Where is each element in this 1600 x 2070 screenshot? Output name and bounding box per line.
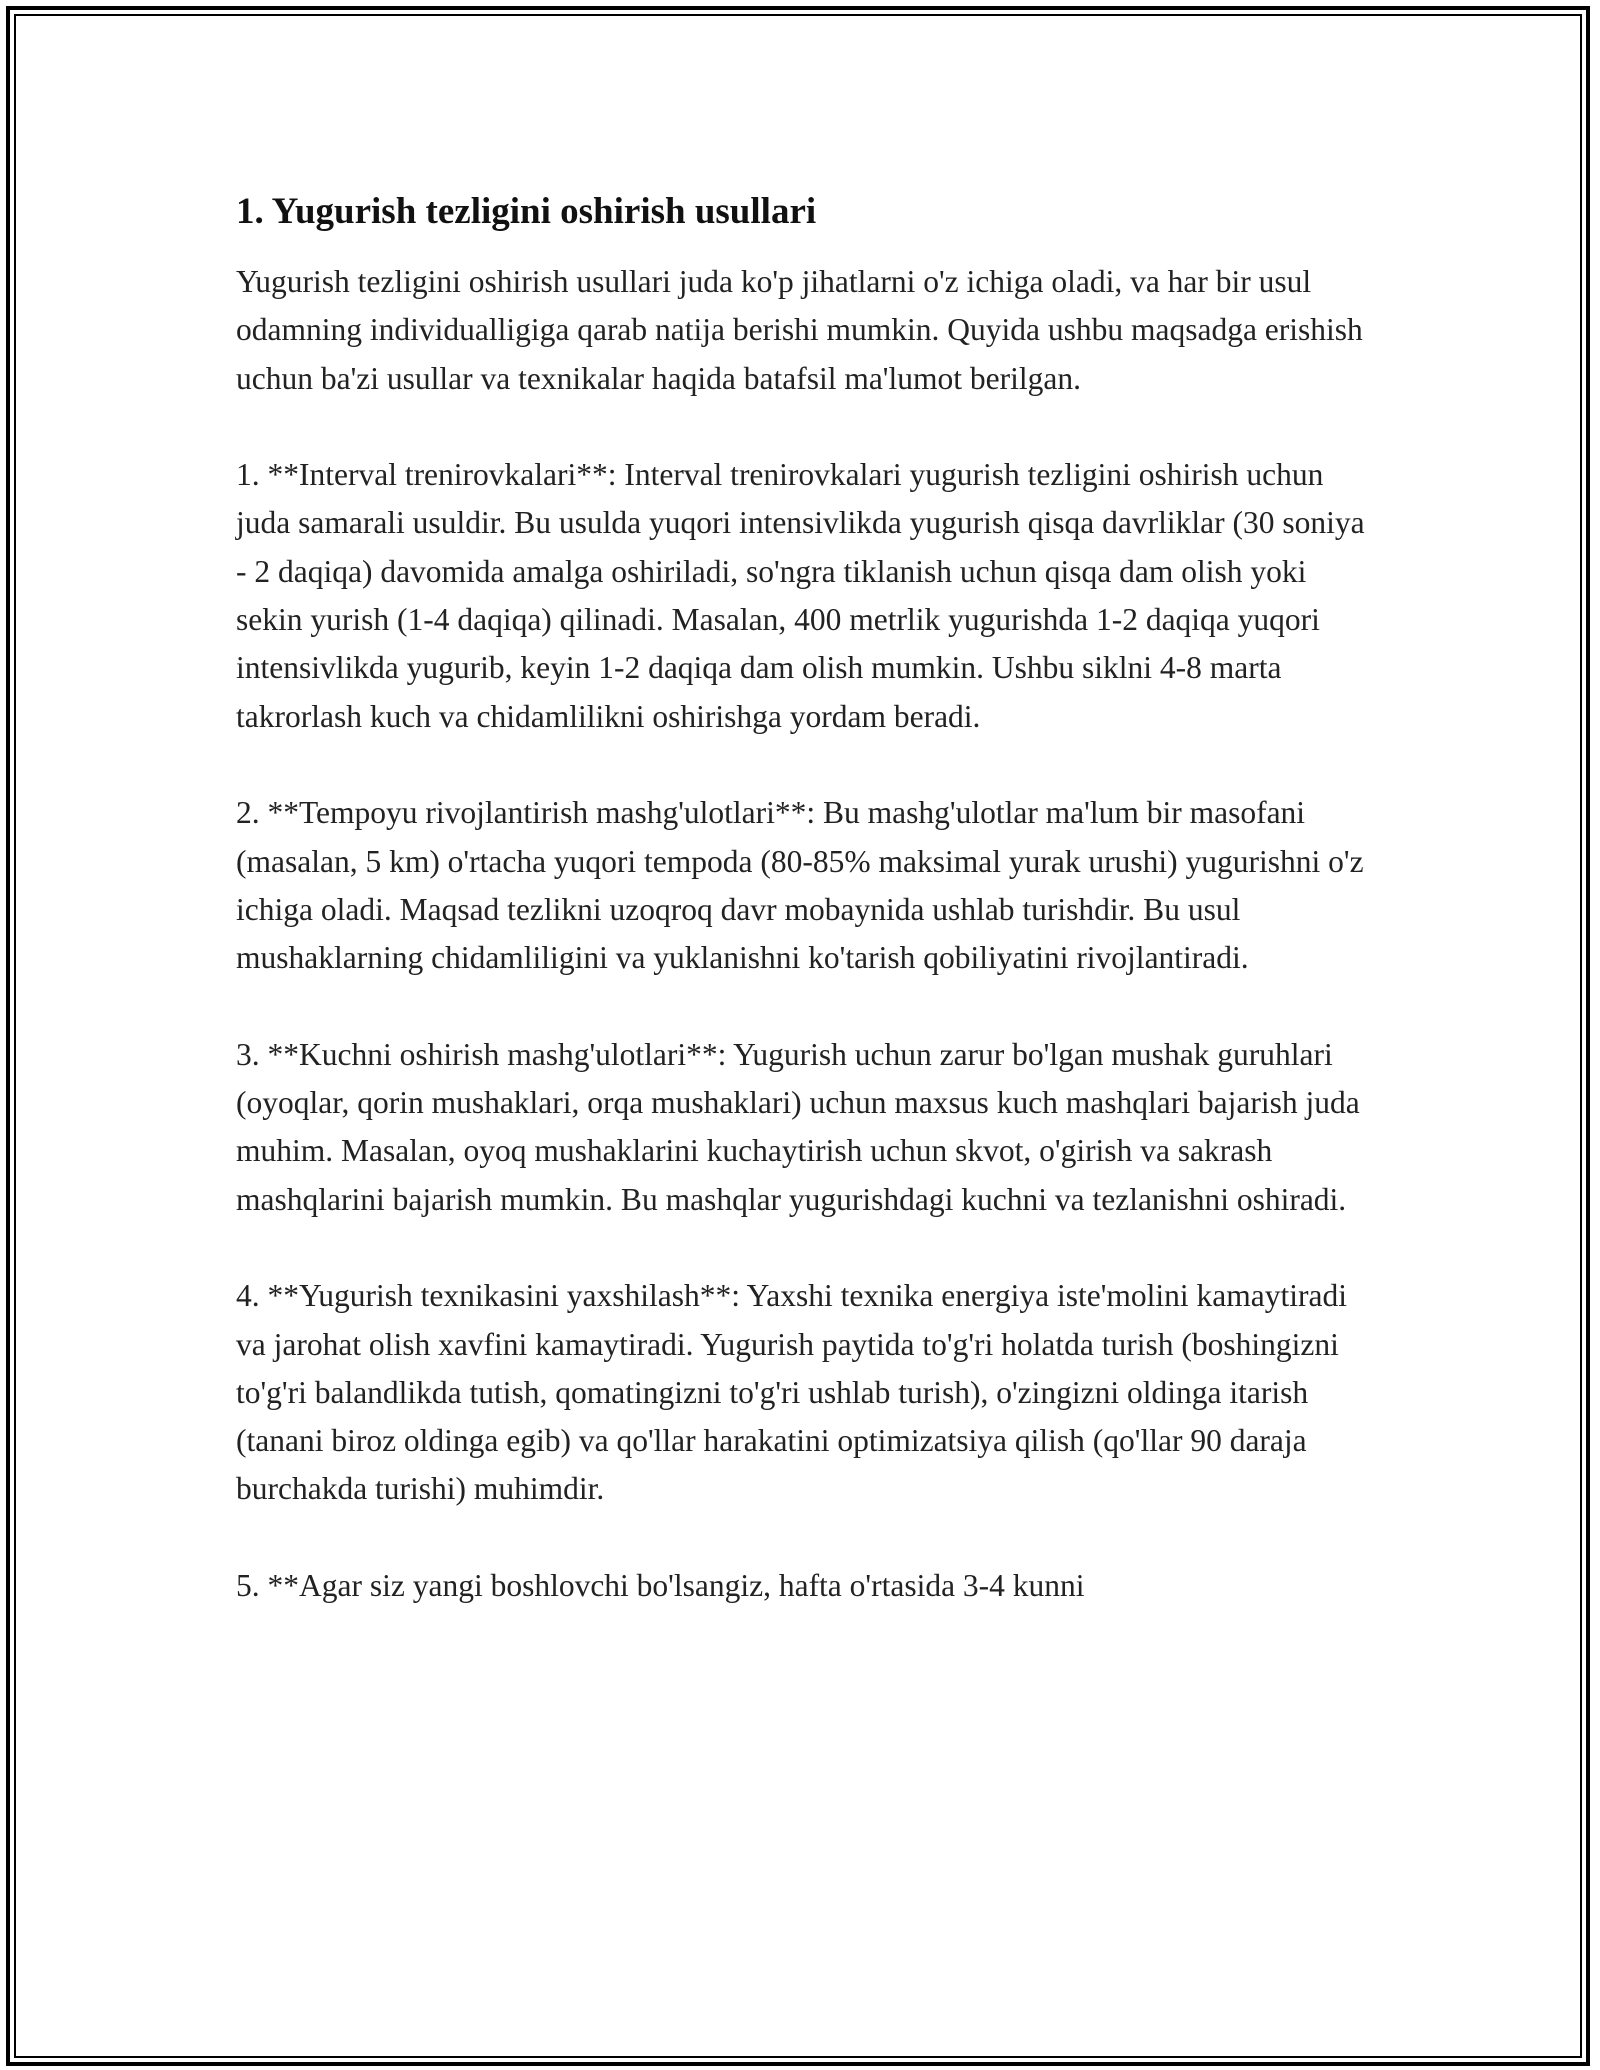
intro-paragraph: Yugurish tezligini oshirish usullari juda ko'p jihatlarni o'z ichiga oladi, va har bir usul odamning individualligiga qarab natija berishi mumkin. Quyida ushbu maqsadga erishish uchun ba'zi usullar va texnikalar haqida batafsil ma'lumot berilgan. [236, 264, 1363, 396]
paragraph-running-technique: 4. **Yugurish texnikasini yaxshilash**: Yaxshi texnika energiya iste'molini kamaytiradi va jarohat olish xavfini kamaytiradi. Yugurish paytida to'g'ri holatda turish (boshingizni to'g'ri balandlikda tutish, qomatingizni to'g'ri ushlab turish), o'zingizni oldinga itarish (tanani biroz oldinga egib) va qo'llar harakatini optimizatsiya qilish (qo'llar 90 daraja burchakda turishi) muhimdir. [236, 1278, 1347, 1507]
paragraph-strength-training: 3. **Kuchni oshirish mashg'ulotlari**: Yugurish uchun zarur bo'lgan mushak guruhlari (oyoqlar, qorin mushaklari, orqa mushaklari) uchun maxsus kuch mashqlari bajarish juda muhim. Masalan, oyoq mushaklarini kuchaytirish uchun skvot, o'girish va sakrash mashqlarini bajarish mumkin. Bu mashqlar yugurishdagi kuchni va tezlanishni oshiradi. [236, 1036, 1360, 1217]
paragraph-interval-training: 1. **Interval trenirovkalari**: Interval trenirovkalari yugurish tezligini oshirish uchun juda samarali usuldir. Bu usulda yuqori intensivlikda yugurish qisqa davrliklar (30 soniya - 2 daqiqa) davomida amalga oshiriladi, so'ngra tiklanish uchun qisqa dam olish yoki sekin yurish (1-4 daqiqa) qilinadi. Masalan, 400 metrlik yugurishda 1-2 daqiqa yuqori intensivlikda yugurib, keyin 1-2 daqiqa dam olish mumkin. Ushbu siklni 4-8 marta takrorlash kuch va chidamlilikni oshirishga yordam beradi. [236, 457, 1365, 734]
document-title: 1. Yugurish tezligini oshirish usullari [236, 191, 817, 232]
document-body [236, 186, 1376, 1659]
paragraph-tempo-training: 2. **Tempoyu rivojlantirish mashg'ulotlari**: Bu mashg'ulotlar ma'lum bir masofani (masalan, 5 km) o'rtacha yuqori tempoda (80-85% maksimal yurak urushi) yugurishni o'z ichiga oladi. Maqsad tezlikni uzoqroq davr mobaynida ushlab turishdir. Bu usul mushaklarning chidamliligini va yuklanishni ko'tarish qobiliyatini rivojlantiradi. [236, 795, 1364, 976]
paragraph-beginner-note: 5. **Agar siz yangi boshlovchi bo'lsangiz, hafta o'rtasida 3-4 kunni [236, 1568, 1085, 1604]
